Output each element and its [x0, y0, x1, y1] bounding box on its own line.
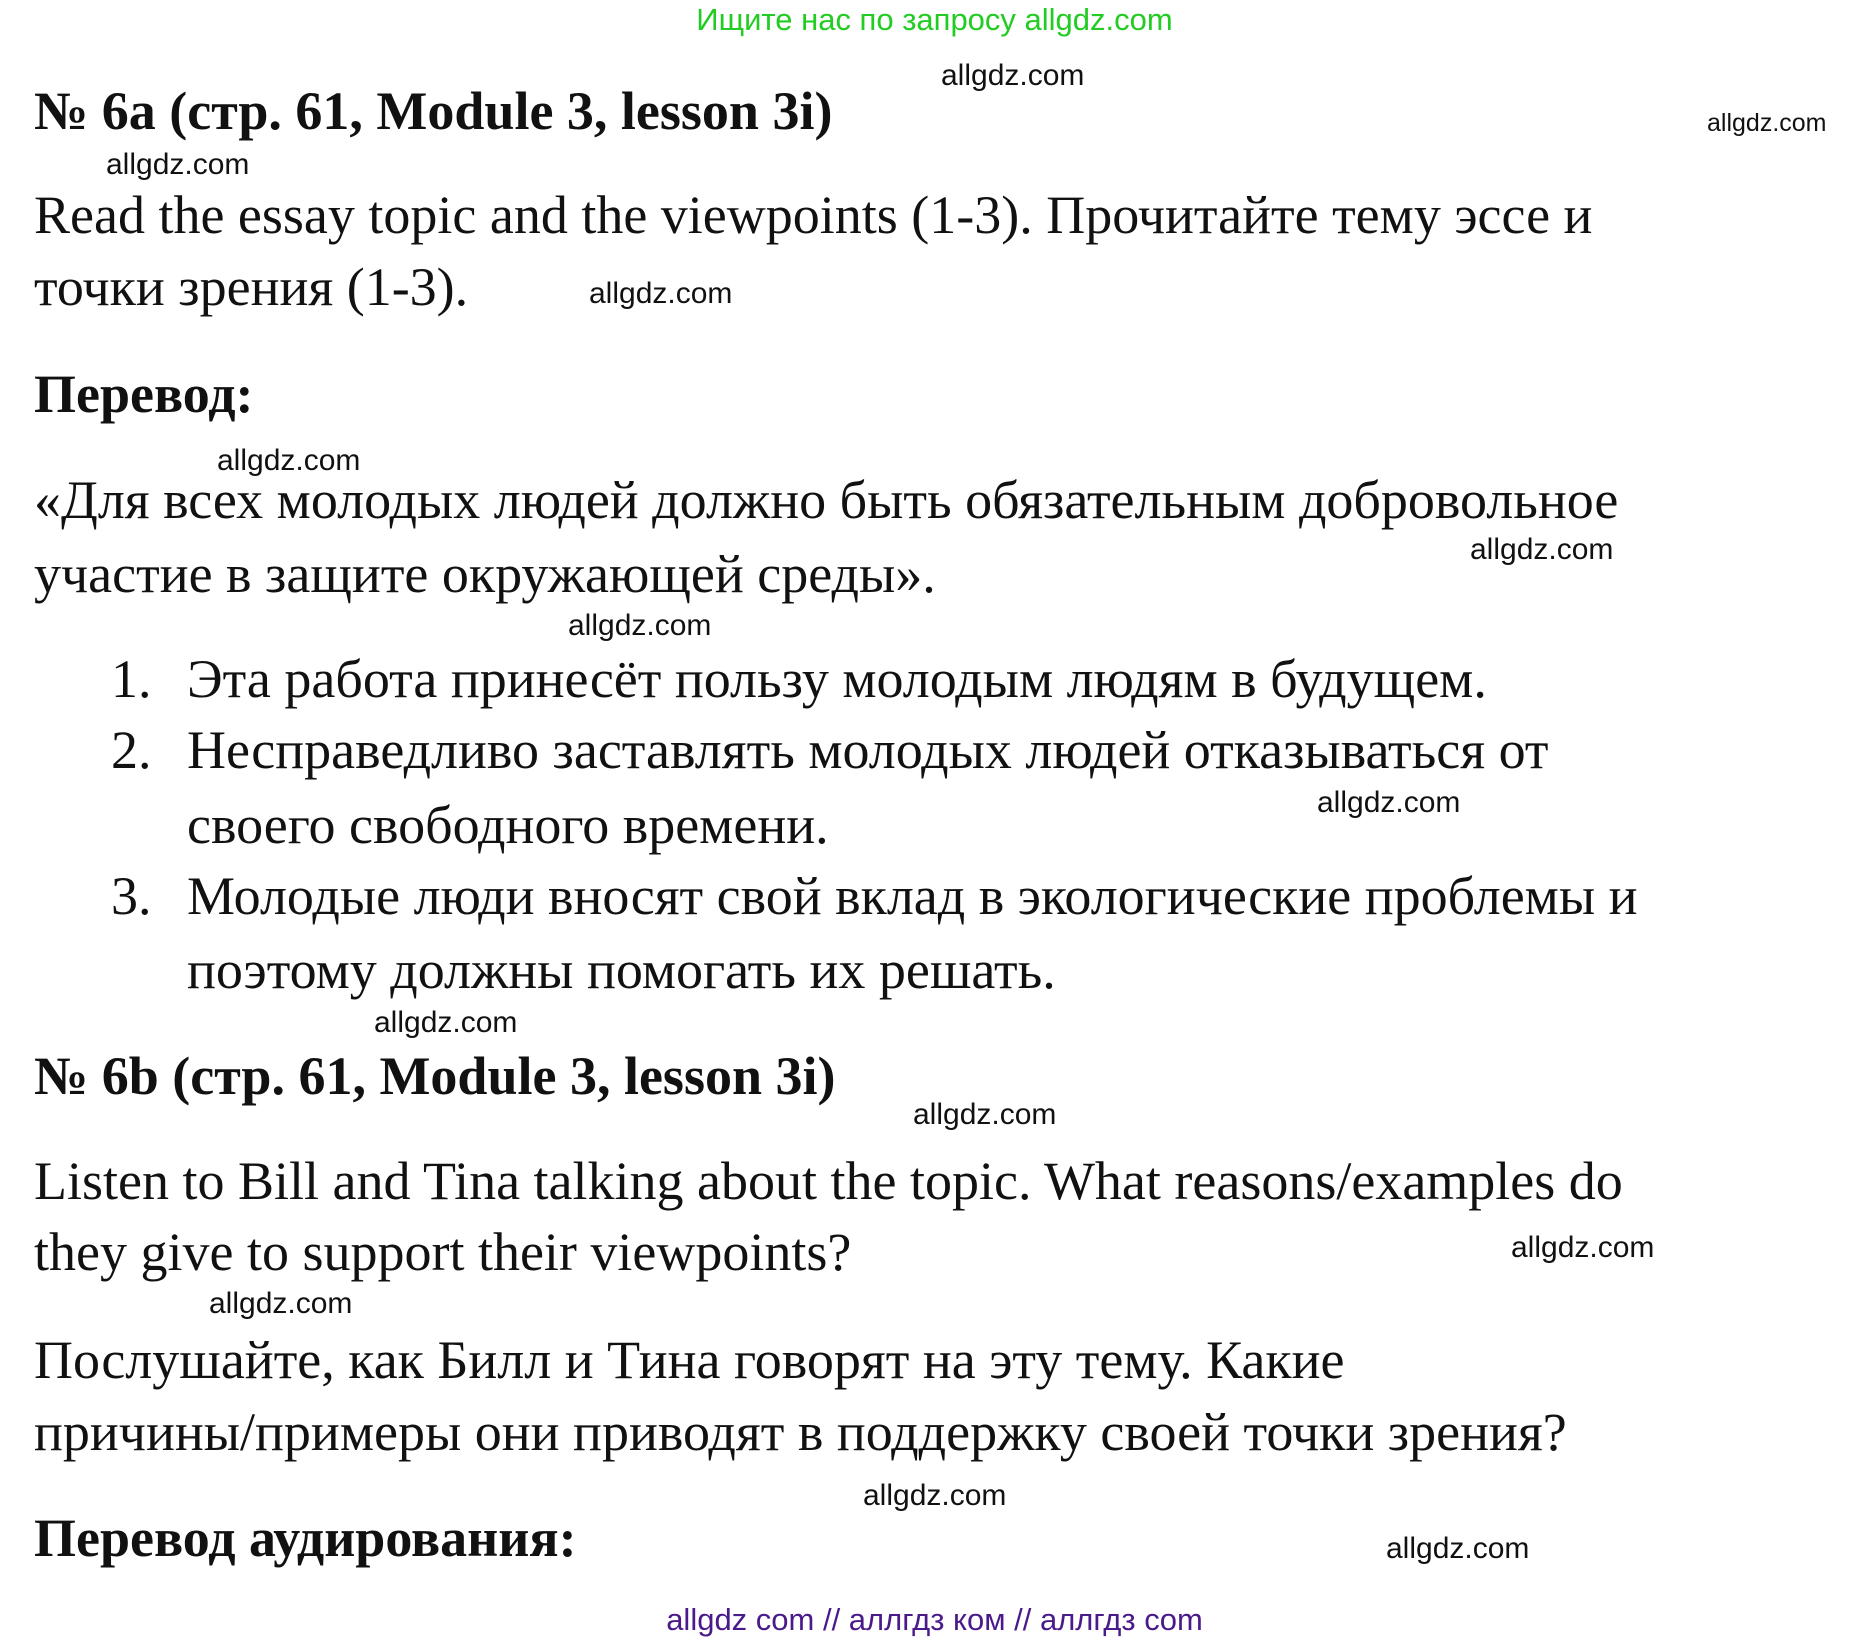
watermark: allgdz.com	[568, 609, 712, 642]
task-6b-translation: причины/примеры они приводят в поддержку своей точки зрения?	[34, 1402, 1567, 1462]
search-banner: Ищите нас по запросу allgdz.com	[696, 2, 1173, 37]
watermark: allgdz.com	[863, 1479, 1007, 1512]
watermark: allgdz.com	[1317, 786, 1461, 819]
watermark: allgdz.com	[1470, 533, 1614, 566]
viewpoint-text: Молодые люди вносят свой вклад в экологические проблемы и	[187, 866, 1638, 926]
essay-topic: участие в защите окружающей среды».	[34, 544, 936, 604]
viewpoint-text: своего свободного времени.	[187, 795, 829, 855]
viewpoint-number: 1.	[111, 649, 152, 709]
viewpoint-text: Эта работа принесёт пользу молодым людям в будущем.	[187, 649, 1487, 709]
task-6a-instruction: Read the essay topic and the viewpoints (1-3). Прочитайте тему эссе и	[34, 185, 1593, 245]
watermark: allgdz.com	[1386, 1532, 1530, 1565]
watermark: allgdz.com	[913, 1098, 1057, 1131]
viewpoint-number: 3.	[111, 866, 152, 926]
essay-topic: «Для всех молодых людей должно быть обязательным добровольное	[34, 470, 1619, 530]
watermark: allgdz.com	[106, 148, 250, 181]
task-6a-heading: № 6a (стр. 61, Module 3, lesson 3i)	[34, 81, 833, 141]
watermark: allgdz.com	[374, 1006, 518, 1039]
viewpoint-text: Несправедливо заставлять молодых людей отказываться от	[187, 720, 1549, 780]
task-6b-translation: Послушайте, как Билл и Тина говорят на эту тему. Какие	[34, 1330, 1345, 1390]
viewpoint-number: 2.	[111, 720, 152, 780]
viewpoint-text: поэтому должны помогать их решать.	[187, 940, 1056, 1000]
task-6b-instruction: they give to support their viewpoints?	[34, 1222, 852, 1282]
watermark: allgdz.com	[217, 444, 361, 477]
task-6a-instruction: точки зрения (1-3).	[34, 257, 469, 317]
footer-links: allgdz com // аллгдз ком // аллгдз com	[666, 1602, 1203, 1637]
task-6b-instruction: Listen to Bill and Tina talking about the topic. What reasons/examples do	[34, 1151, 1623, 1211]
watermark: allgdz.com	[589, 277, 733, 310]
task-6b-heading: № 6b (стр. 61, Module 3, lesson 3i)	[34, 1046, 836, 1106]
watermark: allgdz.com	[1511, 1231, 1655, 1264]
audio-translation-label: Перевод аудирования:	[34, 1508, 577, 1568]
translation-label: Перевод:	[34, 364, 254, 424]
watermark: allgdz.com	[941, 59, 1085, 92]
watermark: allgdz.com	[1707, 109, 1827, 137]
watermark: allgdz.com	[209, 1287, 353, 1320]
